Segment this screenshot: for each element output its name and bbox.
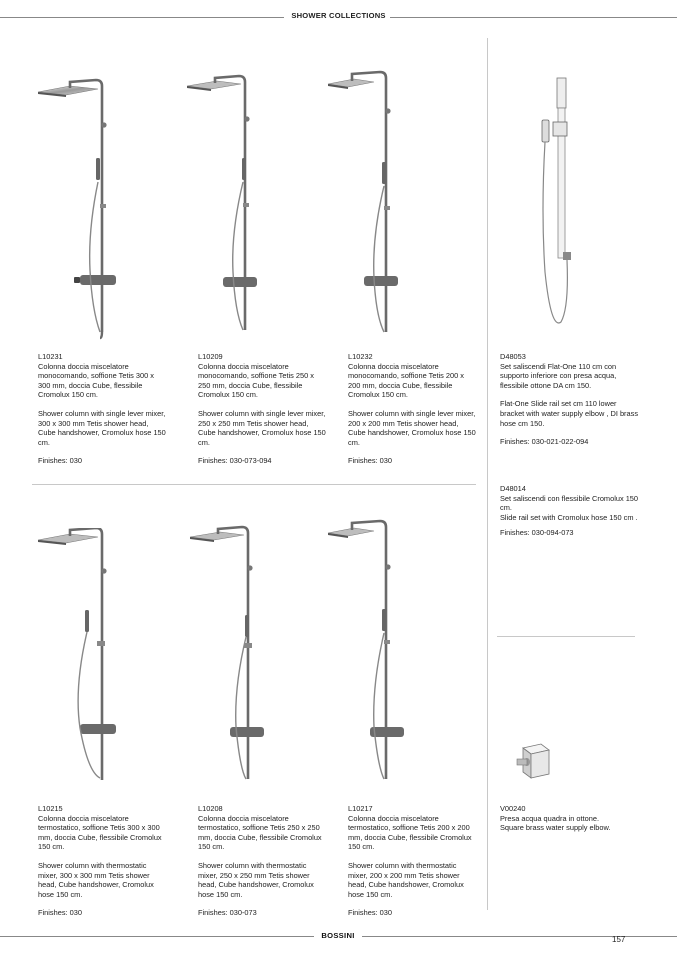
product-card-l10215 bbox=[38, 804, 168, 918]
product-code: D48053 bbox=[500, 352, 526, 361]
shower-column-image-l10217 bbox=[322, 517, 412, 789]
product-description-italian: Colonna doccia miscelatore termostatico, soffione Tetis 200 x 200 mm, doccia Cube, flessibile Cromolux 150 cm. bbox=[348, 813, 472, 852]
product-description-english: Square brass water supply elbow. bbox=[500, 823, 611, 833]
product-description-english: Shower column with single lever mixer, 200 x 200 mm Tetis shower head, Cube handshower, Cromolux hose 150 cm. bbox=[348, 408, 476, 447]
product-description-italian: Presa acqua quadra in ottone. bbox=[500, 813, 600, 823]
footer-rule-left bbox=[0, 936, 314, 937]
shower-column-image-l10232 bbox=[322, 68, 412, 338]
shower-column-image-l10215 bbox=[30, 528, 140, 790]
product-card-d48014 bbox=[500, 484, 640, 538]
product-card-v00240 bbox=[500, 804, 640, 833]
shower-column-image-l10231 bbox=[30, 70, 140, 345]
product-description-english: Flat-One Slide rail set cm 110 lower bracket with water supply elbow , DI brass hose cm 150. bbox=[500, 399, 639, 428]
product-card-l10208 bbox=[198, 804, 324, 918]
product-description-english: Shower column with thermostatic mixer, 250 x 250 mm Tetis shower head, Cube handshower, Cromolux hose 150 cm. bbox=[198, 860, 314, 899]
product-description-italian: Colonna doccia miscelatore monocomando, soffione Tetis 250 x 250 mm, doccia Cube, flessibile Cromolux 150 cm. bbox=[198, 361, 314, 400]
sidebar-divider bbox=[497, 636, 635, 637]
product-finishes: Finishes: 030-073-094 bbox=[198, 456, 272, 466]
brand-logo-text: BOSSINI bbox=[321, 931, 355, 940]
product-description-english: Shower column with single lever mixer, 300 x 300 mm Tetis shower head, Cube handshower, Cromolux hose 150 cm. bbox=[38, 408, 166, 447]
page-number: 157 bbox=[612, 935, 626, 944]
product-description-italian: Colonna doccia miscelatore monocomando, soffione Tetis 300 x 300 mm, doccia Cube, flessibile Cromolux 150 cm. bbox=[38, 361, 154, 400]
product-description-italian: Colonna doccia miscelatore termostatico, soffione Tetis 300 x 300 mm, doccia Cube, flessibile Cromolux 150 cm. bbox=[38, 813, 162, 852]
product-description-italian: Set saliscendi Flat-One 110 cm con supporto inferiore con presa acqua, flessibile ottone DA cm 150. bbox=[500, 361, 617, 390]
product-code: D48014 bbox=[500, 484, 526, 493]
product-card-l10232 bbox=[348, 352, 476, 466]
shower-column-image-l10208 bbox=[186, 523, 286, 790]
product-code: V00240 bbox=[500, 804, 526, 813]
product-finishes: Finishes: 030 bbox=[38, 908, 82, 918]
product-code: L10231 bbox=[38, 352, 63, 361]
product-code: L10215 bbox=[38, 804, 63, 813]
footer-rule-right bbox=[362, 936, 677, 937]
row-divider bbox=[32, 484, 476, 485]
slide-rail-image-d48053 bbox=[535, 72, 585, 344]
product-description-english: Slide rail set with Cromolux hose 150 cm . bbox=[500, 512, 638, 522]
product-finishes: Finishes: 030-021-022-094 bbox=[500, 437, 589, 447]
product-card-l10209 bbox=[198, 352, 328, 466]
product-card-l10217 bbox=[348, 804, 476, 918]
product-code: L10217 bbox=[348, 804, 373, 813]
page-header-title: SHOWER COLLECTIONS bbox=[291, 11, 386, 20]
product-code: L10209 bbox=[198, 352, 223, 361]
product-finishes: Finishes: 030 bbox=[38, 456, 82, 466]
product-card-l10231 bbox=[38, 352, 168, 466]
product-code: L10208 bbox=[198, 804, 223, 813]
product-code: L10232 bbox=[348, 352, 373, 361]
product-description-english: Shower column with single lever mixer, 250 x 250 mm Tetis shower head, Cube handshower, Cromolux hose 150 cm. bbox=[198, 408, 326, 447]
column-divider bbox=[487, 38, 488, 910]
header-rule-right bbox=[390, 17, 677, 18]
product-finishes: Finishes: 030-094-073 bbox=[500, 528, 574, 538]
product-finishes: Finishes: 030 bbox=[348, 456, 392, 466]
product-description-italian: Set saliscendi con flessibile Cromolux 150 cm. bbox=[500, 493, 639, 513]
product-finishes: Finishes: 030-073 bbox=[198, 908, 257, 918]
product-description-english: Shower column with thermostatic mixer, 200 x 200 mm Tetis shower head, Cube handshower, Cromolux hose 150 cm. bbox=[348, 860, 464, 899]
product-finishes: Finishes: 030 bbox=[348, 908, 392, 918]
product-description-english: Shower column with thermostatic mixer, 300 x 300 mm Tetis shower head, Cube handshower, Cromolux hose 150 cm. bbox=[38, 860, 154, 899]
product-description-italian: Colonna doccia miscelatore termostatico, soffione Tetis 250 x 250 mm, doccia Cube, flessibile Cromolux 150 cm. bbox=[198, 813, 322, 852]
product-description-italian: Colonna doccia miscelatore monocomando, soffione Tetis 200 x 200 mm, doccia Cube, flessibile Cromolux 150 cm. bbox=[348, 361, 464, 400]
shower-column-image-l10209 bbox=[183, 72, 283, 340]
water-elbow-image-v00240 bbox=[515, 742, 555, 784]
product-card-d48053 bbox=[500, 352, 640, 447]
